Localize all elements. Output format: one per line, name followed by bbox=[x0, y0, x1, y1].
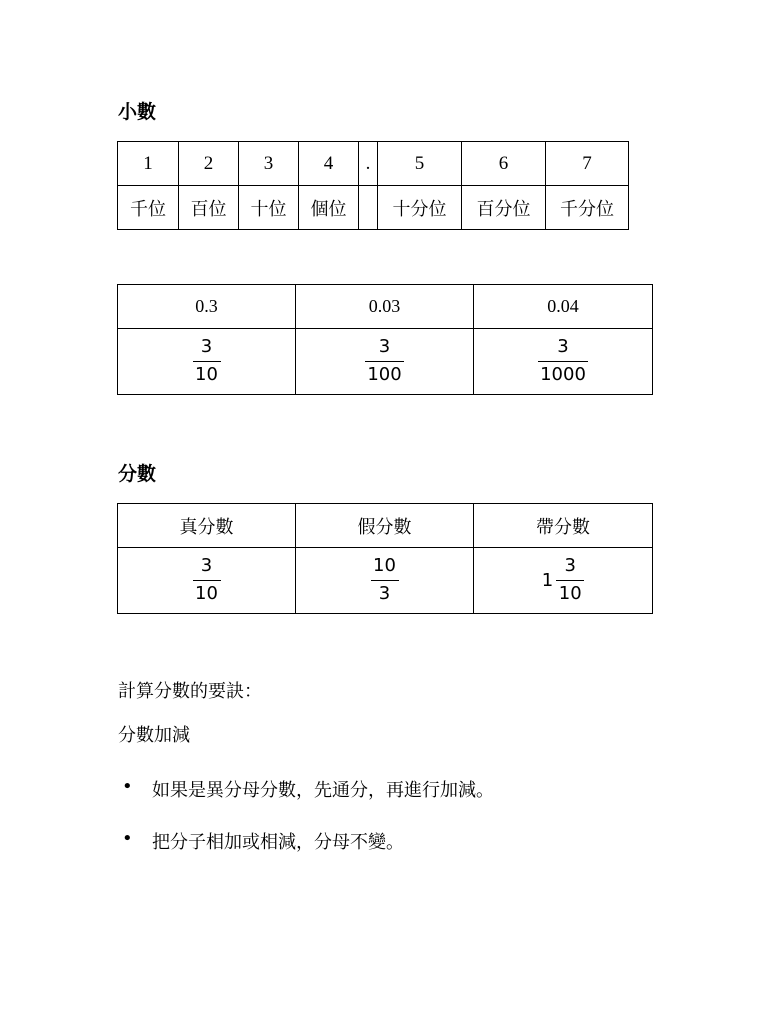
decimal-row bbox=[118, 285, 653, 329]
fraction bbox=[371, 556, 399, 604]
place-label-cell: 十位 bbox=[239, 186, 299, 230]
decimal-cell: 0.04 bbox=[474, 285, 653, 329]
place-label-cell: 千位 bbox=[118, 186, 179, 230]
bullet-text: 把分子相加或相減，分母不變。 bbox=[152, 832, 404, 853]
fraction bbox=[538, 337, 588, 385]
place-value-table bbox=[117, 141, 629, 230]
bullet-item bbox=[122, 828, 404, 854]
numerator: 3 bbox=[378, 336, 391, 358]
fraction-cell bbox=[296, 329, 474, 395]
decimal-fraction-table bbox=[117, 284, 653, 395]
decimal-cell: 0.3 bbox=[118, 285, 296, 329]
place-label-cell: 百位 bbox=[179, 186, 239, 230]
numerator: 3 bbox=[564, 555, 576, 577]
improper-fraction-header: 假分數 bbox=[296, 504, 474, 548]
numerator: 3 bbox=[200, 555, 213, 577]
mixed-number-header: 帶分數 bbox=[474, 504, 653, 548]
denominator: 3 bbox=[371, 580, 399, 605]
fraction-type-header-row bbox=[118, 504, 653, 548]
digit-cell: 6 bbox=[462, 142, 546, 186]
fraction bbox=[556, 556, 584, 604]
fraction bbox=[193, 556, 221, 604]
place-label-cell bbox=[359, 186, 378, 230]
decimal-point-cell: . bbox=[359, 142, 378, 186]
denominator: 10 bbox=[193, 361, 221, 386]
place-label-cell: 千分位 bbox=[546, 186, 629, 230]
digit-cell: 3 bbox=[239, 142, 299, 186]
numerator: 3 bbox=[557, 336, 569, 358]
digit-cell: 1 bbox=[118, 142, 179, 186]
mixed-number-cell bbox=[474, 548, 653, 614]
bullet-icon: • bbox=[122, 828, 133, 849]
numerator: 3 bbox=[200, 336, 213, 358]
denominator: 10 bbox=[556, 580, 584, 605]
place-value-labels-row bbox=[118, 186, 629, 230]
denominator: 10 bbox=[193, 580, 221, 605]
fraction bbox=[365, 337, 403, 385]
digit-cell: 2 bbox=[179, 142, 239, 186]
proper-fraction-cell bbox=[118, 548, 296, 614]
place-label-cell: 百分位 bbox=[462, 186, 546, 230]
digit-cell: 5 bbox=[378, 142, 462, 186]
fraction-cell bbox=[118, 329, 296, 395]
fraction-heading: 分數 bbox=[118, 463, 157, 485]
digit-cell: 7 bbox=[546, 142, 629, 186]
improper-fraction-cell bbox=[296, 548, 474, 614]
digit-cell: 4 bbox=[299, 142, 359, 186]
whole-number: 1 bbox=[541, 570, 554, 591]
fraction-types-table bbox=[117, 503, 653, 614]
proper-fraction-header: 真分數 bbox=[118, 504, 296, 548]
fraction-row bbox=[118, 329, 653, 395]
place-label-cell: 個位 bbox=[299, 186, 359, 230]
numerator: 10 bbox=[373, 555, 396, 577]
tips-subtitle: 分數加減 bbox=[118, 725, 190, 746]
denominator: 100 bbox=[365, 361, 403, 386]
place-label-cell: 十分位 bbox=[378, 186, 462, 230]
decimal-heading: 小數 bbox=[118, 101, 157, 123]
bullet-text: 如果是異分母分數，先通分，再進行加減。 bbox=[152, 780, 494, 801]
decimal-cell: 0.03 bbox=[296, 285, 474, 329]
bullet-item bbox=[122, 776, 494, 802]
fraction-example-row bbox=[118, 548, 653, 614]
place-value-digits-row bbox=[118, 142, 629, 186]
denominator: 1000 bbox=[538, 361, 588, 386]
tips-title: 計算分數的要訣： bbox=[118, 681, 262, 702]
bullet-icon: • bbox=[122, 776, 133, 797]
fraction bbox=[193, 337, 221, 385]
fraction-cell bbox=[474, 329, 653, 395]
mixed-number bbox=[542, 556, 584, 604]
